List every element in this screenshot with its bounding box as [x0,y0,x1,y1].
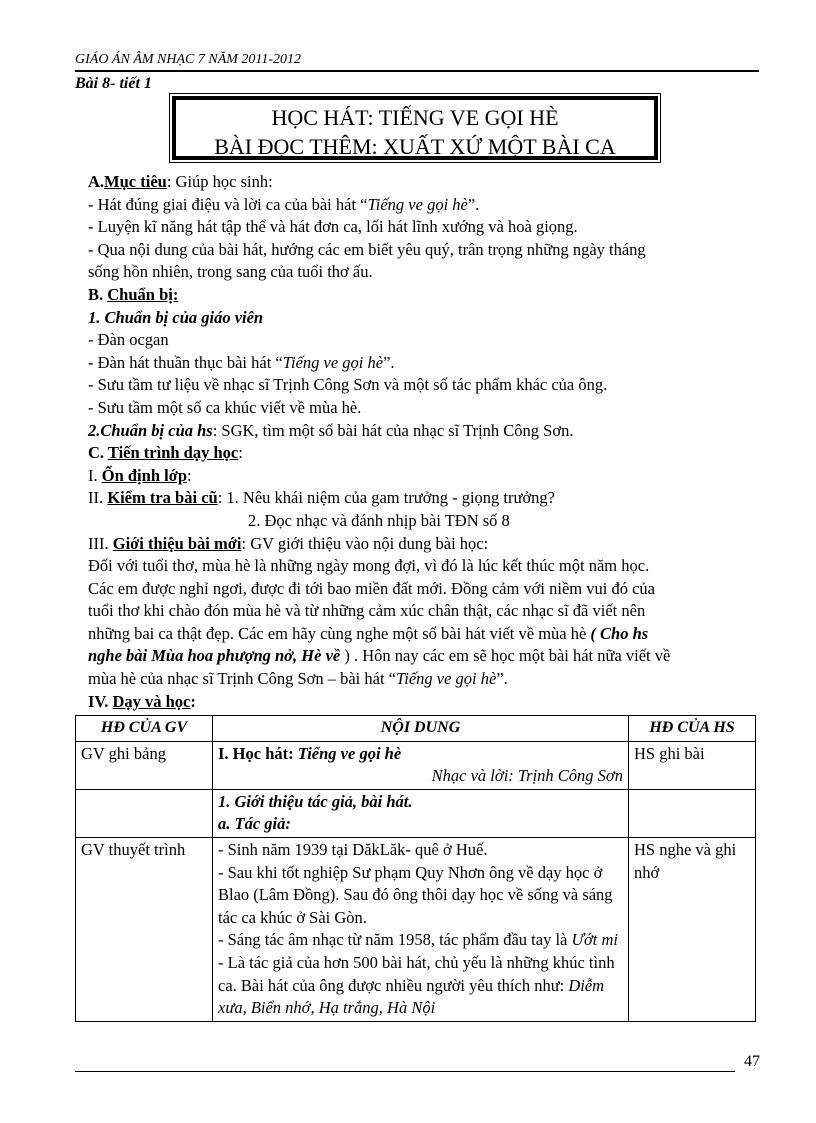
bio-3: - Sáng tác âm nhạc từ năm 1958, tác phẩm đầu tay là Ướt mi [218,930,618,950]
table-row [76,789,756,837]
step-2: II. Kiểm tra bài cũ: 1. Nêu khái niệm của gam trưởng - giọng trưởng? [88,488,556,508]
intro-para-1: Đối với tuổi thơ, mùa hè là những ngày mong đợi, vì đó là lúc kết thúc một năm học. [88,556,650,576]
section-c-heading: C. Tiến trình dạy học: [88,443,243,463]
header-rule [75,70,759,72]
footer-rule [75,1071,735,1072]
intro-para-6: mùa hè của nhạc sĩ Trịnh Công Sơn – bài hát “Tiếng ve gọi hè”. [88,669,508,689]
table-header-row [76,716,756,742]
title-line-2: BÀI ĐỌC THÊM: XUẤT XỨ MỘT BÀI CA [214,134,616,159]
lesson-plan-table [75,715,756,1022]
header-content: NỘI DUNG [213,716,629,742]
content-cell [213,789,629,837]
content-cell: I. Học hát: Tiếng ve gọi hè Nhạc và lời: Trịnh Công Sơn [213,741,629,789]
bio-1: - Sinh năm 1939 tại DăkLăk- quê ở Huế. [218,839,488,859]
subheading-1: 1. Giới thiệu tác giả, bài hát. [218,791,413,811]
hs-activity: HS ghi bài [629,741,756,789]
intro-para-3: tuổi thơ khi chào đón mùa hè và từ những cảm xúc chân thật, các nhạc sĩ đã viết nên [88,601,646,621]
table-row [76,837,756,1021]
section-a-heading: A.Mục tiêu: Giúp học sinh: [88,172,273,191]
step-3: III. Giới thiệu bài mới: GV giới thiệu vào nội dung bài học: [88,533,489,553]
content-cell [213,837,629,1021]
gv-activity: GV thuyết trình [76,837,213,1021]
section-b-heading: B. Chuẩn bị: [88,284,179,304]
subheading-2: a. Tác giả: [218,814,291,834]
bio-4: - Là tác giả của hơn 500 bài hát, chủ yếu là những khúc tình ca. Bài hát của ông được nhiều người yêu thích như: Diễm xưa, Biển nhớ, Hạ trắng, Hà Nội [218,952,615,1018]
title-box [172,96,658,160]
step-4: IV. Dạy và học: [88,691,196,711]
teacher-prep-4: - Sưu tầm một số ca khúc viết về mùa hè. [88,397,362,417]
gv-activity: GV ghi bảng [76,741,213,789]
teacher-prep-heading: 1. Chuẩn bị của giáo viên [88,307,264,327]
step-1: I. Ổn định lớp: [88,465,192,485]
step-2-question-2: 2. Đọc nhạc và đánh nhịp bài TĐN số 8 [248,510,510,530]
objective-3-line-1: - Qua nội dung của bài hát, hướng các em biết yêu quý, trân trọng những ngày tháng [88,239,646,259]
header-gv: HĐ CỦA GV [76,716,213,742]
objective-3-line-2: sống hồn nhiên, trong sang của tuổi thơ ấu. [88,262,373,282]
intro-para-2: Các em được nghỉ ngơi, được đi tới bao miền đất mới. Đồng cảm với niềm vui đó của [88,578,655,598]
student-prep: 2.Chuẩn bị của hs: SGK, tìm một số bài hát của nhạc sĩ Trịnh Công Sơn. [88,420,574,440]
song-author: Nhạc và lời: Trịnh Công Sơn [431,766,623,786]
hs-activity: HS nghe và ghi nhớ [629,837,756,1021]
intro-para-4: những bai ca thật đẹp. Các em hãy cùng nghe một số bài hát viết về mùa hè ( Cho hs [88,623,649,643]
teacher-prep-1: - Đàn ocgan [88,330,169,350]
intro-para-5: nghe bài Mùa hoa phượng nở, Hè về ) . Hôn nay các em sẽ học một bài hát nữa viết về [88,646,671,666]
objective-1: - Hát đúng giai điệu và lời ca của bài hát “Tiếng ve gọi hè”. [88,194,480,214]
page-number: 47 [744,1053,760,1070]
header-hs: HĐ CỦA HS [629,716,756,742]
teacher-prep-2: - Đàn hát thuần thục bài hát “Tiếng ve gọi hè”. [88,352,395,372]
teacher-prep-3: - Sưu tầm tư liệu về nhạc sĩ Trịnh Công Sơn và một số tác phẩm khác của ông. [88,375,608,395]
title-line-1: HỌC HÁT: TIẾNG VE GỌI HÈ [271,105,559,130]
objective-2: - Luyện kĩ năng hát tập thể và hát đơn ca, lối hát lĩnh xướng và hoà giọng. [88,217,578,237]
lesson-body [88,171,758,713]
table-row [76,741,756,789]
lesson-label: Bài 8- tiết 1 [75,75,152,92]
document-header: GIÁO ÁN ÂM NHẠC 7 NĂM 2011-2012 [75,52,302,67]
bio-2: - Sau khi tốt nghiệp Sư phạm Quy Nhơn ông về dạy học ở Blao (Lâm Đồng). Sau đó ông thôi dạy học về sống và sáng tác ca khúc ở Sài Gòn. [218,862,613,927]
